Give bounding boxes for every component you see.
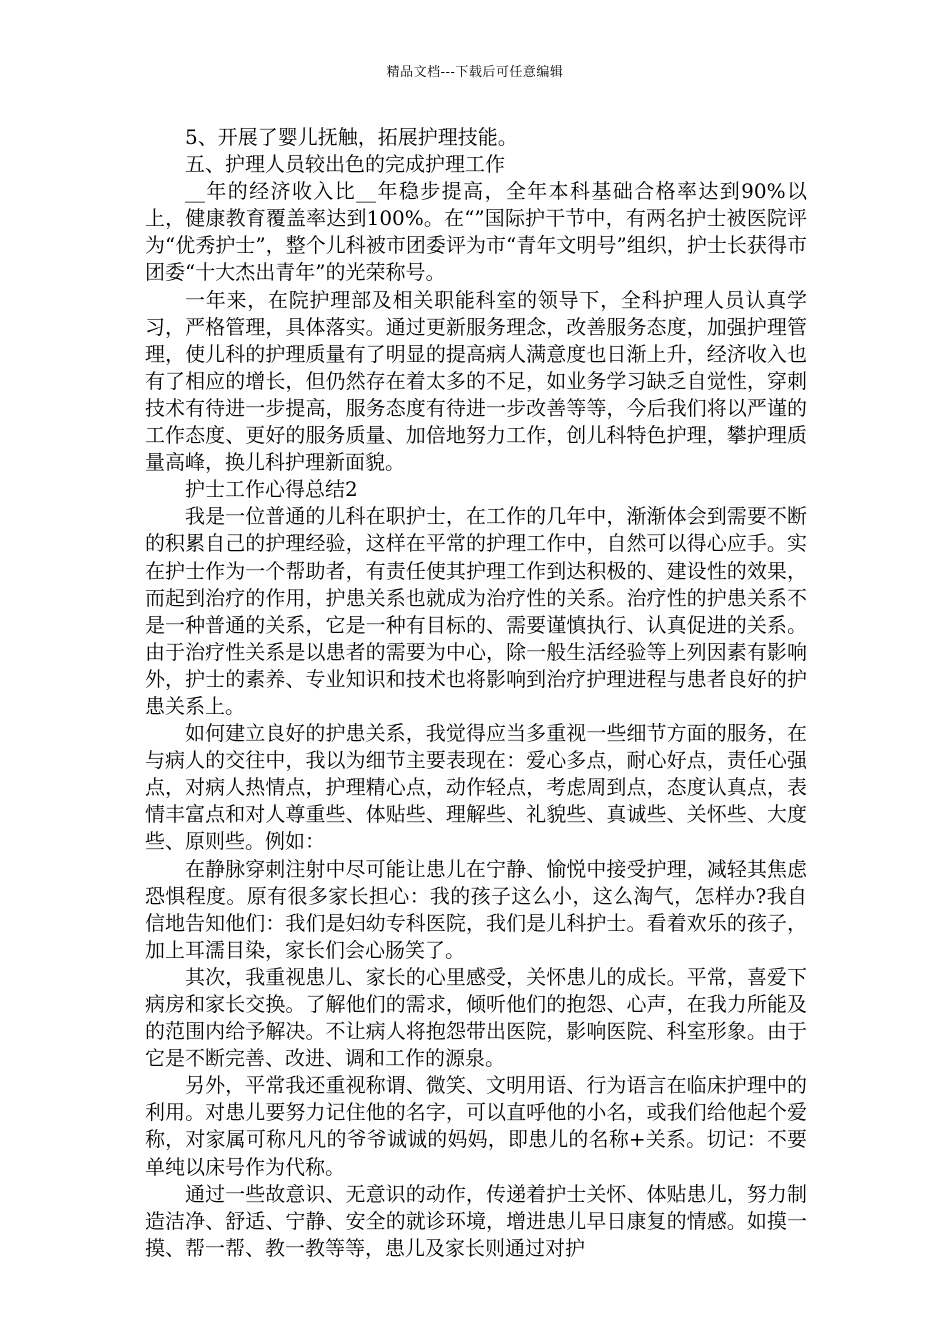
paragraph-forms-of-address: 另外，平常我还重视称谓、微笑、文明用语、行为语言在临床护理中的利用。对患儿要努力记住他的名字，可以直呼他的小名，或我们给他起个爱称，对家属可称凡凡的爷爷诚诚的妈妈，即患儿的名称+关系。切记：不要单纯以床号作为代称。 (145, 1073, 807, 1179)
page-header: 精品文档---下载后可任意编辑 (386, 65, 564, 80)
section-heading-summary-2: 护士工作心得总结2 (185, 477, 358, 502)
document-body (145, 124, 807, 1262)
paragraph-economic-income: __年的经济收入比__年稳步提高，全年本科基础合格率达到90%以上，健康教育覆盖率达到100%。在“”国际护干节中，有两名护士被医院评为“优秀护士”，整个儿科被市团委评为市“青年文明号”组织，护士长获得市团委“十大杰出青年”的光荣称号。 (145, 179, 807, 285)
paragraph-pediatric-nurse-intro: 我是一位普通的儿科在职护士，在工作的几年中，渐渐体会到需要不断的积累自己的护理经验，这样在平常的护理工作中，自然可以得心应手。实在护士作为一个帮助者，有责任使其护理工作到达积极的、建设性的效果，而起到治疗的作用，护患关系也就成为治疗性的关系。治疗性的护患关系不是一种普通的关系，它是一种有目标的、需要谨慎执行、认真促进的关系。由于治疗性关系是以患者的需要为中心，除一般生活经验等上列因素有影响外，护士的素养、专业知识和技术也将影响到治疗护理进程与患者良好的护患关系上。 (145, 504, 807, 718)
paragraph-venipuncture: 在静脉穿刺注射中尽可能让患儿在宁静、愉悦中接受护理，减轻其焦虑恐惧程度。原有很多家长担心：我的孩子这么小，这么淘气，怎样办?我自信地告知他们：我们是妇幼专科医院，我们是儿科护士。看着欢乐的孩子，加上耳濡目染，家长们会心肠笑了。 (145, 856, 807, 962)
section-heading-5: 五、护理人员较出色的完成护理工作 (185, 152, 505, 177)
paragraph-nurse-patient-relationship: 如何建立良好的护患关系，我觉得应当多重视一些细节方面的服务，在与病人的交往中，我以为细节主要表现在：爱心多点，耐心好点，责任心强点，对病人热情点，护理精心点，动作轻点，考虑周到点，态度认真点，表情丰富点和对人尊重些、体贴些、理解些、礼貌些、真诚些、关怀些、大度些、原则些。例如： (145, 721, 807, 854)
paragraph-item-5-infant-touch: 5、开展了婴儿抚触，拓展护理技能。 (185, 125, 518, 149)
paragraph-year-summary: 一年来，在院护理部及相关职能科室的领导下，全科护理人员认真学习，严格管理，具体落实。通过更新服务理念，改善服务态度，加强护理管理，使儿科的护理质量有了明显的提高病人满意度也日渐上升，经济收入也有了相应的增长，但仍然存在着太多的不足，如业务学习缺乏自觉性，穿刺技术有待进一步提高，服务态度有待进一步改善等等，今后我们将以严谨的工作态度、更好的服务质量、加倍地努力工作，创儿科特色护理，攀护理质量高峰，换儿科护理新面貌。 (145, 287, 807, 475)
paragraph-conscious-actions: 通过一些故意识、无意识的动作，传递着护士关怀、体贴患儿，努力制造洁净、舒适、宁静、安全的就诊环境，增进患儿早日康复的情感。如摸一摸、帮一帮、教一教等等，患儿及家长则通过对护 (145, 1181, 807, 1260)
paragraph-parent-feelings: 其次，我重视患儿、家长的心里感受，关怀患儿的成长。平常，喜爱下病房和家长交换。了解他们的需求，倾听他们的抱怨、心声，在我力所能及的范围内给予解决。不让病人将抱怨带出医院，影响医院、科室形象。由于它是不断完善、改进、调和工作的源泉。 (145, 964, 807, 1071)
